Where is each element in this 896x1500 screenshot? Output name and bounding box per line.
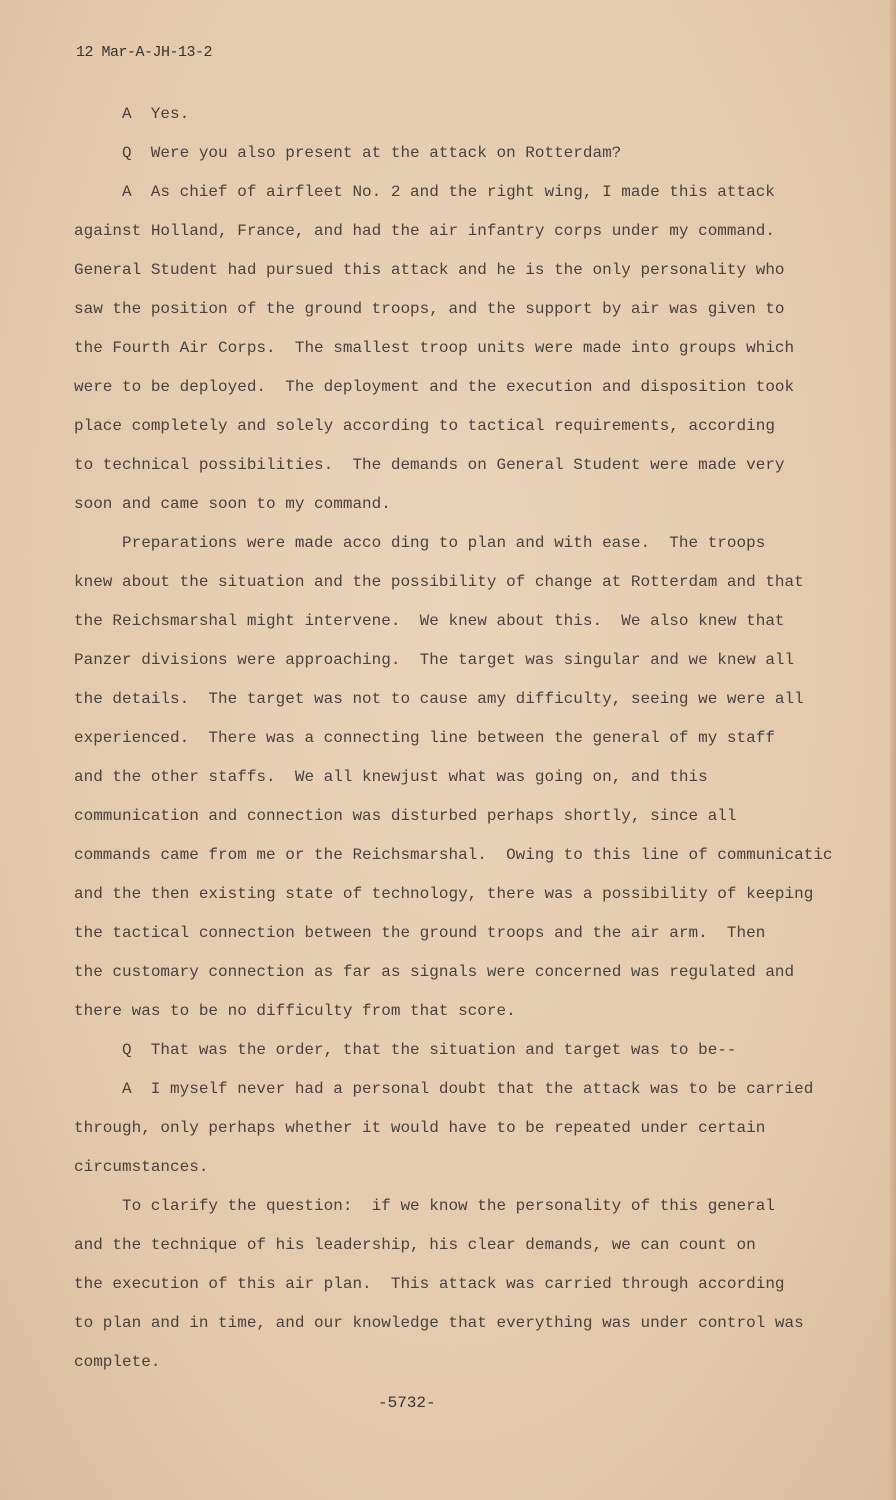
text-line: the customary connection as far as signals were concerned was regulated and: [74, 963, 795, 981]
text-line: the Fourth Air Corps. The smallest troop units were made into groups which: [74, 339, 795, 357]
text-line: through, only perhaps whether it would have to be repeated under certain: [74, 1119, 766, 1137]
text-line: the details. The target was not to cause amy difficulty, seeing we were all: [74, 690, 804, 708]
text-line: experienced. There was a connecting line between the general of my staff: [74, 729, 775, 747]
text-line: commands came from me or the Reichsmarshal. Owing to this line of communicatic: [74, 846, 833, 864]
transcript-body: [74, 100, 874, 1387]
text-line: to technical possibilities. The demands on General Student were made very: [74, 456, 785, 474]
text-line: were to be deployed. The deployment and the execution and disposition took: [74, 378, 795, 396]
text-line: and the other staffs. We all knewjust what was going on, and this: [74, 768, 708, 786]
text-line: there was to be no difficulty from that score.: [74, 1002, 516, 1020]
text-line: place completely and solely according to tactical requirements, according: [74, 417, 775, 435]
text-line: the tactical connection between the ground troops and the air arm. Then: [74, 924, 766, 942]
text-line: the execution of this air plan. This attack was carried through according: [74, 1275, 785, 1293]
text-line: circumstances.: [74, 1158, 209, 1176]
text-line: A I myself never had a personal doubt that the attack was to be carried: [122, 1080, 814, 1098]
text-line: knew about the situation and the possibility of change at Rotterdam and that: [74, 573, 804, 591]
text-line: and the technique of his leadership, his clear demands, we can count on: [74, 1236, 756, 1254]
text-line: communication and connection was disturbed perhaps shortly, since all: [74, 807, 737, 825]
text-line: saw the position of the ground troops, and the support by air was given to: [74, 300, 785, 318]
text-line: A Yes.: [122, 105, 190, 123]
document-reference: 12 Mar-A-JH-13-2: [76, 44, 213, 61]
text-line: Q That was the order, that the situation and target was to be--: [122, 1041, 737, 1059]
text-line: Panzer divisions were approaching. The target was singular and we knew all: [74, 651, 795, 669]
text-line: the Reichsmarshal might intervene. We knew about this. We also knew that: [74, 612, 785, 630]
page-edge: [890, 0, 896, 1500]
text-line: complete.: [74, 1353, 161, 1371]
text-line: against Holland, France, and had the air infantry corps under my command.: [74, 222, 775, 240]
page-number: -5732-: [378, 1394, 436, 1412]
text-line: Preparations were made acco ding to plan and with ease. The troops: [122, 534, 766, 552]
text-line: and the then existing state of technology, there was a possibility of keeping: [74, 885, 814, 903]
text-line: To clarify the question: if we know the personality of this general: [122, 1197, 775, 1215]
text-line: General Student had pursued this attack and he is the only personality who: [74, 261, 785, 279]
text-line: A As chief of airfleet No. 2 and the right wing, I made this attack: [122, 183, 775, 201]
text-line: to plan and in time, and our knowledge that everything was under control was: [74, 1314, 804, 1332]
text-line: soon and came soon to my command.: [74, 495, 391, 513]
text-line: Q Were you also present at the attack on Rotterdam?: [122, 144, 622, 162]
